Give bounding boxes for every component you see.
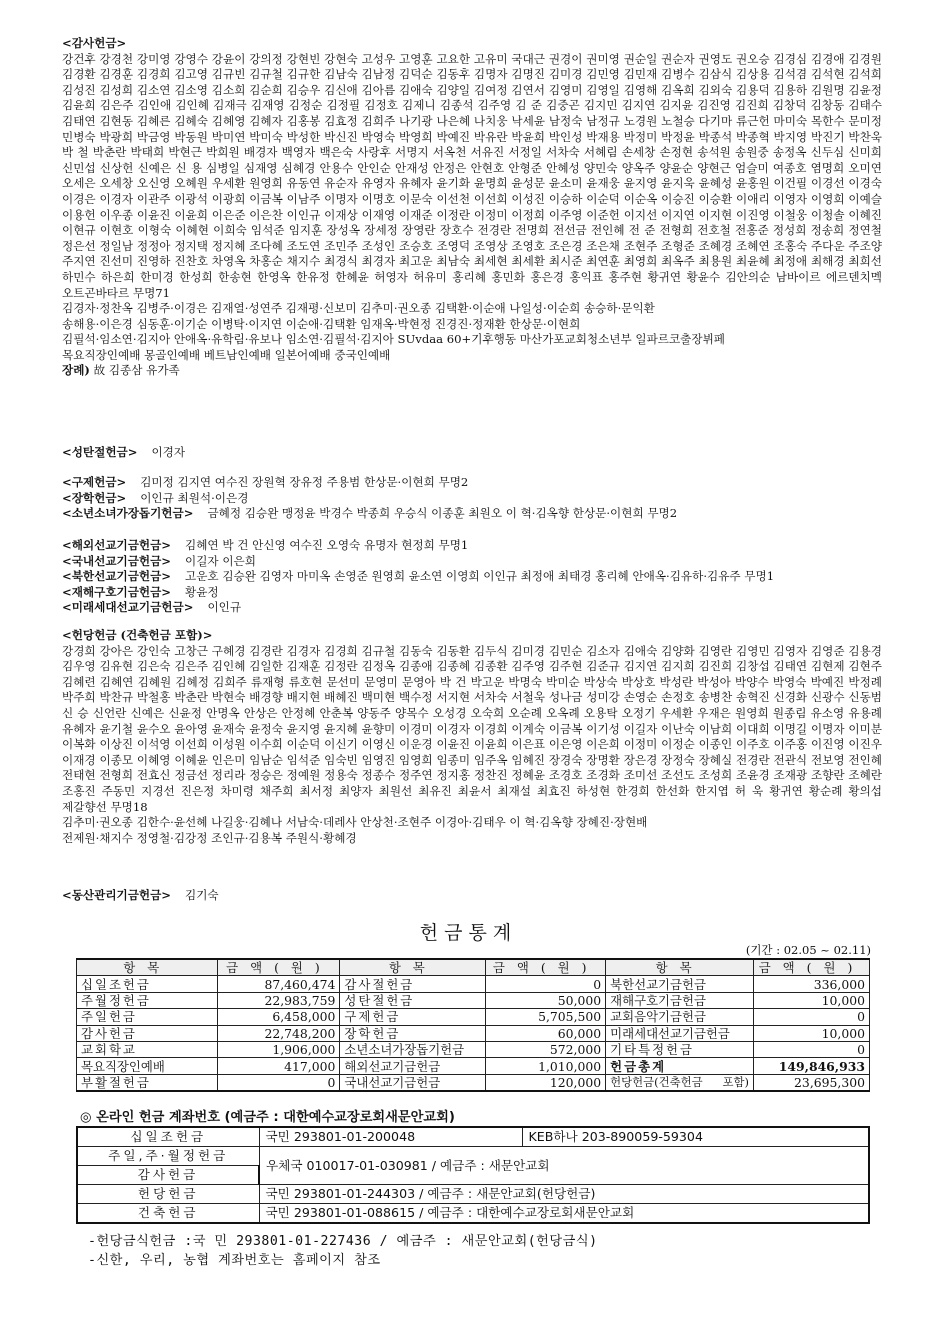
funeral-label: 장례) xyxy=(62,363,90,378)
donor-names: 강경희 강아은 강인숙 고창근 구혜경 김경란 김경자 김경희 김규철 김동숙 김동환 김두식 김미경 김민순 김소자 김애숙 김양화 김영란 김영민 김영자 김영준 김용경 김우영 김유현 김은숙 김은주 김인혜 김일한 김재훈 김정란 김정옥 김종애 김종혜 김종환 김주영 김주현 김준규 김지연 김지희 김진희 김창섭 김태연 김현제 김현주 김혜련 김혜연 김혜원 김혜정 김희주 류재형 류호현 문선미 문영미 문영아 박 건 박고운 박명숙 박미순 박상숙 박상호 박성란 박성아 박양수 박영숙 박예진 박정례 박주희 박찬규 박철홍 박춘란 박현숙 배경향 배지현 배혜진 백미현 백수정 서지현 서차숙 서철욱 성나금 성미강 손영순 손정호 송병찬 송혁진 신경화 신광수 신동범 신 승 신언란 신예은 신윤정 안명옥 안상은 안정혜 안춘복 양동주 양목수 오성경 오숙희 오순례 오옥례 오용탁 오정기 우세환 우재은 원영희 원종림 유소영 유용례 유혜자 윤기철 윤수오 윤아영 윤재숙 윤정숙 윤지영 윤지혜 윤향미 이경미 이경자 이경희 이계숙 이금복 이기성 이길자 이난숙 이남희 이대희 이명길 이명자 이미분 이복화 이상진 이석영 이선희 이성원 이수희 이순덕 이신기 이영신 이운경 이윤진 이윤희 이은표 이은영 이은희 이정미 이정순 이종인 이주호 이주홍 이진영 이진우 이재경 이종모 이혜영 이혜윤 인은미 임남순 임석준 임숙빈 임영진 임영희 임종미 임주옥 임혜진 장경숙 장명환 장은경 장정숙 장혜실 전경란 전관식 전보영 전인혜 전태현 전형희 전효신 정금선 정리라 정승은 정예원 정용숙 정종수 정주연 정지홍 정찬진 정혜윤 조경호 조경화 조미선 조선도 조성희 조윤경 조재광 조향란 조혜란 조홍진 주동민 지경선 진은정 차미령 채주희 최서정 최양자 최원선 최유진 최윤서 최재설 최효진 하성현 한경희 한선화 한지엽 허 욱 황귀연 황순례 황의섭 제갈향선 무명18 xyxy=(62,643,882,814)
header-amount: 금액(원) xyxy=(486,959,606,976)
donor-names: 김혜연 박 건 안신영 여수진 오영숙 유명자 현정희 무명1 xyxy=(185,538,469,552)
stats-amount: 87,460,474 xyxy=(218,976,340,992)
table-row xyxy=(77,1074,870,1091)
donor-line: 목요직장인예배 몽골인예배 베트남인예배 일본어예배 중국인예배 xyxy=(62,347,391,362)
stats-item: 장학헌금 xyxy=(340,1025,486,1041)
stats-item: 미래세대선교기금헌금 xyxy=(606,1025,754,1041)
stats-item: 헌당헌금(건축헌금 포함) xyxy=(606,1074,754,1091)
stats-amount: 120,000 xyxy=(486,1074,606,1091)
donor-names: 이인규 xyxy=(207,600,242,615)
donor-names: 김미정 김지연 여수진 장원혁 장유정 주용범 한상문·이현희 무명2 xyxy=(140,475,469,489)
account-number: 국민 293801-01-088615 / 예금주 : 대한예수교장로회새문안교회 xyxy=(259,1204,869,1224)
section-title: <헌당헌금 (건축헌금 포함)> xyxy=(62,628,213,642)
stats-table xyxy=(76,958,870,1092)
section-title: <성탄절헌금> xyxy=(62,445,138,459)
table-row xyxy=(77,1009,870,1025)
footer-note-other-banks: -신한, 우리, 농협 계좌번호는 홈페이지 참조 xyxy=(88,1253,381,1268)
stats-amount: 0 xyxy=(218,1074,340,1091)
grounds-fund-section xyxy=(62,888,882,904)
account-label: 건축헌금 xyxy=(77,1204,259,1224)
account-row xyxy=(77,1127,869,1147)
stats-item: 소년소녀가장돕기헌금 xyxy=(340,1041,486,1057)
account-number: 국민 293801-01-200048 xyxy=(259,1127,522,1147)
stats-item: 목요직장인예배 xyxy=(77,1058,218,1074)
donor-line: 김필석·임소연·김지아 안애옥·유학림·유보나 임소연·김필석·김지아 SUvdaa 60+기후행동 마산가포교회청소년부 일파르코출장뷔페 xyxy=(62,332,725,347)
stats-item: 감사절헌금 xyxy=(340,976,486,992)
donor-names: 김기숙 xyxy=(185,888,219,902)
donor-line: 김추미·권오종 김한수·윤선혜 나길웅·김혜나 서남숙·데레사 안상천·조현주 이경아·김태우 이 혁·김옥향 장혜진·장현배 xyxy=(62,815,648,830)
relief-offering-section xyxy=(62,475,882,491)
donor-names: 강건후 강경천 강미영 강영수 강윤이 강의정 강현빈 강현숙 고성우 고영훈 고요한 고유미 국대근 권경이 권미영 권순일 권순자 권영도 권오승 김경심 김경애 김경원 김경환 김경훈 김경희 김고영 김규빈 김규철 김규한 김남숙 김남정 김덕순 김동후 김명자 김명진 김미경 김민영 김민재 김병수 김삼식 김상용 김석겸 김석현 김석희 김성진 김성희 김소연 김소영 김소희 김순희 김승우 김신애 김아름 김애숙 김양일 김여정 김연서 김영미 김영일 김영해 김옥희 김외숙 김용덕 김용하 김원명 김윤정 김윤희 김은주 김인애 김인혜 김재극 김재영 김정순 김정필 김정호 김제니 김종석 김주영 김 준 김중곤 김지민 김지연 김지윤 김진영 김진희 김창덕 김창동 김태수 김태연 김현동 김혜른 김혜숙 김혜영 김혜자 김홍봉 김효정 김희주 나기광 나은혜 나치웅 낙세윤 남정숙 남정규 노경원 노철승 다기마 류근헌 마미숙 목한수 문미정 민병숙 박광희 박금영 박동원 박미연 박미숙 박성한 박신진 박영숙 박영희 박예진 박유란 박윤희 박인성 박재용 박정미 박정윤 박종석 박종혁 박지영 박진기 박찬욱 박 철 박춘란 박태희 박현근 박희원 배경자 백영자 백은숙 사랑후 서명지 서옥천 서유진 서정일 서차숙 서혜림 손세창 손정현 송석원 송원중 송정옥 신두심 신미희 신민섭 신상헌 신예은 신 용 심병일 심재영 심혜경 안용수 안인순 안재성 안정은 안현호 안형준 안혜성 양민숙 양옥주 양윤순 양현근 엄슬미 여종호 염명희 오미연 오세은 오세창 오신영 오혜원 우세환 원영희 유동연 유순자 유영자 유혜자 윤기화 윤명희 윤성문 윤소미 윤재웅 윤지영 윤지욱 윤혜성 윤홍원 이건필 이경선 이경숙 이경은 이경자 이관주 이광석 이광희 이금복 이남주 이명자 이명호 이문숙 이선천 이선희 이성진 이승하 이순덕 이순옥 이승진 이승환 이애리 이영자 이영희 이예슬 이용헌 이우종 이윤진 이윤희 이은준 이은찬 이인규 이재상 이재영 이재준 이정란 이정미 이정희 이주영 이준헌 이지선 이지연 이지현 이진영 이철웅 이청솔 이혜진 이현규 이현호 이형숙 이혜현 이희숙 임석준 임지훈 장성옥 장세정 장영란 장호수 전경란 전명희 전선금 전인혜 전 준 전형희 전호철 전홍준 정성희 정송희 정연철 정은선 정일남 정정아 정지택 정지혜 조다혜 조도연 조민주 조성인 조승호 조영덕 조영상 조영호 조은경 조은채 조현주 조형준 조혜경 조혜연 조홍숙 주다운 주조양 주지연 진선미 진영하 진찬호 차영옥 차홍순 채지수 최경식 최경자 최고운 최남숙 최세현 최세환 최시준 최연훈 최영희 최옥주 최용원 최윤혜 최정애 최해경 최희선 하민수 하은희 한미경 한성희 한송현 한영옥 한유정 한혜윤 허영자 허유미 홍리혜 홍민화 홍은경 홍익표 홍주현 황귀연 황윤수 김안의순 남바이르 에르덴치멕 오트곤바타르 무명71 xyxy=(62,51,882,300)
funeral-text: 故 김종삼 유가족 xyxy=(93,363,180,378)
child-head-offering-section xyxy=(62,506,882,522)
stats-item: 북한선교기금헌금 xyxy=(606,976,754,992)
stats-amount: 0 xyxy=(753,1009,869,1025)
section-title: <국내선교기금헌금> xyxy=(62,553,172,568)
stats-item: 감사헌금 xyxy=(77,1025,218,1041)
account-row xyxy=(77,1185,869,1204)
stats-header-row xyxy=(77,959,870,976)
stats-item: 십일조헌금 xyxy=(77,976,218,992)
dedication-offering-section xyxy=(62,628,882,846)
stats-total-item: 헌금총계 xyxy=(606,1058,754,1074)
stats-item: 성탄절헌금 xyxy=(340,992,486,1008)
section-title: <미래세대선교기금헌금> xyxy=(62,600,194,615)
stats-amount: 50,000 xyxy=(486,992,606,1008)
stats-item: 해외선교기금헌금 xyxy=(340,1058,486,1074)
donor-names: 이길자 이은희 xyxy=(185,553,256,568)
section-title: <구제헌금> xyxy=(62,475,127,489)
stats-total-amount: 149,846,933 xyxy=(753,1058,869,1074)
section-title: <북한선교기금헌금> xyxy=(62,569,172,584)
account-label: 주일,주·월정헌금 xyxy=(77,1147,259,1166)
donor-names: 이경자 xyxy=(151,445,186,459)
stats-item: 주월정헌금 xyxy=(77,992,218,1008)
donor-names: 고운호 김승완 김영자 마미옥 손영준 원영희 윤소연 이영희 이인규 최정애 최태경 홍리혜 안애옥·김유하·김유주 무명1 xyxy=(185,569,775,584)
stats-amount: 1,906,000 xyxy=(218,1041,340,1057)
disaster-relief-section xyxy=(62,585,882,601)
stats-item: 국내선교기금헌금 xyxy=(340,1074,486,1091)
header-amount: 금액(원) xyxy=(218,959,340,976)
scholarship-offering-section xyxy=(62,491,882,507)
account-label: 감사헌금 xyxy=(77,1166,259,1185)
stats-amount: 0 xyxy=(753,1041,869,1057)
account-title: ◎ 온라인 헌금 계좌번호 (예금주 : 대한예수교장로회새문안교회) xyxy=(80,1110,455,1125)
account-table xyxy=(76,1126,870,1224)
stats-amount: 22,983,759 xyxy=(218,992,340,1008)
stats-amount: 23,695,300 xyxy=(753,1074,869,1091)
table-row xyxy=(77,1025,870,1041)
header-item: 항목 xyxy=(606,959,754,976)
table-row xyxy=(77,976,870,992)
stats-amount: 10,000 xyxy=(753,992,869,1008)
relief-group xyxy=(62,475,882,522)
stats-item: 교회학교 xyxy=(77,1041,218,1057)
stats-item: 부활절헌금 xyxy=(77,1074,218,1091)
account-row xyxy=(77,1204,869,1224)
stats-amount: 5,705,500 xyxy=(486,1009,606,1025)
section-title: <장학헌금> xyxy=(62,490,127,505)
stats-item: 주일헌금 xyxy=(77,1009,218,1025)
account-row xyxy=(77,1147,869,1166)
header-item: 항목 xyxy=(77,959,218,976)
account-label: 헌당헌금 xyxy=(77,1185,259,1204)
thanks-offering-section xyxy=(62,36,882,379)
header-item: 항목 xyxy=(340,959,486,976)
donor-line: 전제원·채지수 정영철·김강정 조인규·김용복 주원식·황혜경 xyxy=(62,830,357,845)
stats-amount: 572,000 xyxy=(486,1041,606,1057)
stats-amount: 336,000 xyxy=(753,976,869,992)
domestic-mission-section xyxy=(62,554,882,570)
christmas-offering-section xyxy=(62,445,882,461)
stats-amount: 0 xyxy=(486,976,606,992)
donor-line: 김경자·정찬옥 김병주·이경은 김재열·성연주 김재평·신보미 김추미·권오종 김택환·이순애 나일성·이순희 송승하·문익환 xyxy=(62,301,655,316)
section-title: <감사헌금> xyxy=(62,36,127,50)
donor-line: 송해용·이은경 심동훈·이기순 이병탁·이지연 이순애·김택환 임재옥·박현정 진경진·정재환 한상문·이현희 xyxy=(62,316,581,331)
north-korea-mission-section xyxy=(62,569,882,585)
stats-amount: 6,458,000 xyxy=(218,1009,340,1025)
stats-amount: 60,000 xyxy=(486,1025,606,1041)
section-title: <동산관리기금헌금> xyxy=(62,888,172,902)
mission-group xyxy=(62,538,882,616)
funeral-line xyxy=(62,363,882,379)
donor-names: 금혜정 김승완 맹정윤 박경수 박종희 우승식 이종훈 최원오 이 혁·김옥향 한상문·이현희 무명2 xyxy=(207,506,678,521)
stats-item: 재해구호기금헌금 xyxy=(606,992,754,1008)
section-title: <소년소녀가장돕기헌금> xyxy=(62,506,194,521)
stats-title: 헌금통계 xyxy=(419,922,518,944)
donor-names: 황윤정 xyxy=(185,584,219,599)
stats-period: (기간 : 02.05 ~ 02.11) xyxy=(745,943,871,957)
footer-note-fasting: -헌당금식헌금 :국 민 293801-01-227436 / 예금주 : 새문안교회(헌당금식) xyxy=(88,1234,598,1249)
account-label: 십일조헌금 xyxy=(77,1127,259,1147)
section-title: <재해구호기금헌금> xyxy=(62,584,172,599)
stats-amount: 22,748,200 xyxy=(218,1025,340,1041)
future-generation-section xyxy=(62,600,882,616)
account-number: 국민 293801-01-244303 / 예금주 : 새문안교회(헌당헌금) xyxy=(259,1185,869,1204)
overseas-mission-section xyxy=(62,538,882,554)
stats-amount: 1,010,000 xyxy=(486,1058,606,1074)
header-amount: 금액(원) xyxy=(753,959,869,976)
stats-amount: 417,000 xyxy=(218,1058,340,1074)
table-row xyxy=(77,1041,870,1057)
account-number: 우체국 010017-01-030981 / 예금주 : 새문안교회 xyxy=(259,1147,869,1185)
account-number: KEB하나 203-890059-59304 xyxy=(522,1127,869,1147)
table-row xyxy=(77,992,870,1008)
stats-amount: 10,000 xyxy=(753,1025,869,1041)
stats-item: 구제헌금 xyxy=(340,1009,486,1025)
stats-item: 교회음악기금헌금 xyxy=(606,1009,754,1025)
donor-names: 이인규 최원석·이은경 xyxy=(140,490,249,505)
section-title: <해외선교기금헌금> xyxy=(62,538,172,552)
stats-item: 기타특정헌금 xyxy=(606,1041,754,1057)
table-row xyxy=(77,1058,870,1074)
